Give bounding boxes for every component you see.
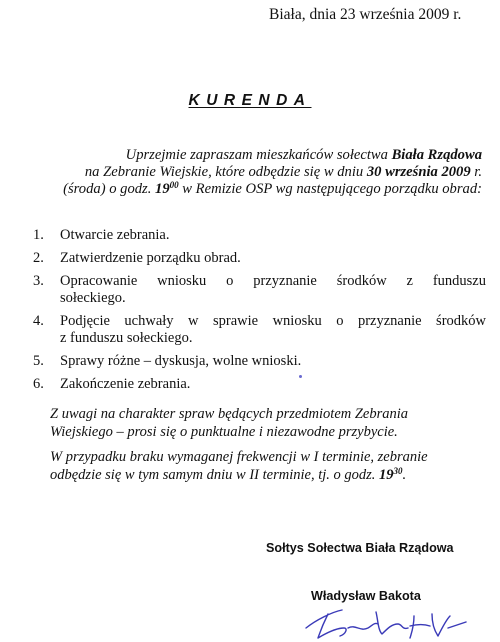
handwritten-signature bbox=[298, 598, 478, 642]
signature-stroke bbox=[348, 612, 408, 634]
intro-line-1: Uprzejmie zapraszam mieszkańców sołectwa Biała Rządowa bbox=[125, 147, 482, 163]
second-term-note: W przypadku braku wymaganej frekwencji w I terminie, zebranie odbędzie się w tym samym dniu w II terminie, tj. o godz. $19^{30}$. bbox=[50, 449, 428, 483]
signatory-title: Sołtys Sołectwa Biała Rządowa bbox=[266, 541, 454, 555]
document-title: KURENDA bbox=[188, 92, 312, 109]
signature-stroke bbox=[306, 610, 346, 638]
document-date: Biała, dnia 23 września 2009 r. bbox=[269, 6, 462, 23]
intro-line-2: na Zebranie Wiejskie, które odbędzie się w dniu 30 września 2009 r. bbox=[84, 164, 482, 180]
agenda-item: 5. Sprawy różne – dyskusja, wolne wnioski. bbox=[33, 353, 302, 369]
meeting-date: 30 września 2009 bbox=[366, 164, 471, 180]
second-term-time: $19^{30}$ bbox=[379, 465, 403, 483]
agenda-list bbox=[33, 227, 486, 393]
agenda-item: 1. Otwarcie zebrania. bbox=[33, 227, 170, 243]
agenda-item: 2. Zatwierdzenie porządku obrad. bbox=[33, 250, 241, 266]
agenda-item: 4. Podjęcie uchwały w sprawie wniosku o przyznanie środków z funduszu sołeckiego. bbox=[33, 313, 486, 346]
punctuality-note: Z uwagi na charakter spraw będących przedmiotem Zebrania Wiejskiego – prosi się o punktualne i niezawodne przybycie. bbox=[50, 406, 409, 440]
intro-line-3: (środa) o godz. $19^{00}$ w Remizie OSP wg następującego porządku obrad: bbox=[63, 180, 482, 197]
signature-stroke bbox=[410, 614, 466, 638]
meeting-time: $19^{00}$ bbox=[155, 180, 179, 197]
agenda-item: 3. Opracowanie wniosku o przyznanie środków z funduszu sołeckiego. bbox=[33, 273, 486, 306]
intro-paragraph bbox=[0, 147, 482, 198]
agenda-item: 6. Zakończenie zebrania. bbox=[33, 376, 191, 392]
signatory-name: Władysław Bakota bbox=[311, 589, 421, 603]
ink-dot bbox=[299, 375, 302, 378]
village-name: Biała Rządowa bbox=[391, 147, 482, 163]
